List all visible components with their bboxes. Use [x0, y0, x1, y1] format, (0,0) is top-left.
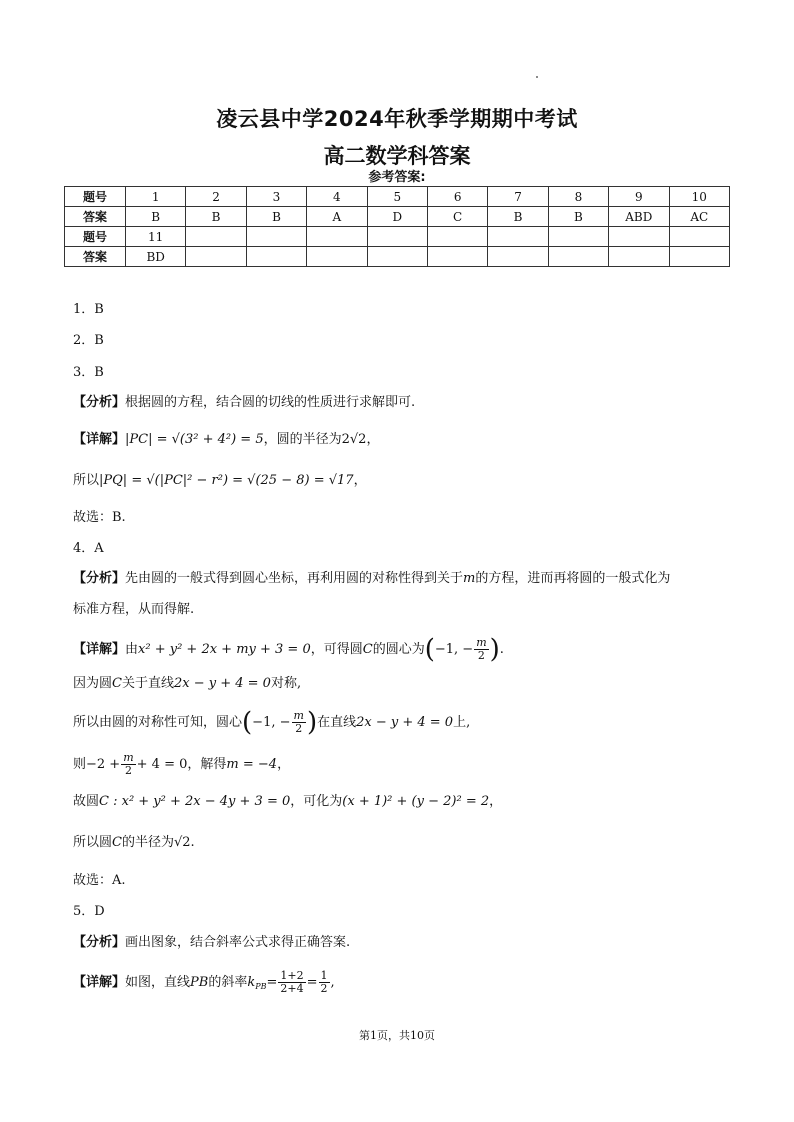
math-expression: =	[266, 975, 278, 990]
table-row	[65, 227, 730, 247]
answer-line-5: 5．D	[73, 904, 105, 919]
answer-line-4: 4．A	[73, 541, 104, 556]
math-expression: −1, −	[252, 715, 291, 730]
table-cell: 2	[186, 187, 246, 207]
table-cell: 10	[669, 187, 729, 207]
table-cell: D	[367, 207, 427, 227]
analysis-tag: 【分析】	[73, 395, 126, 410]
left-paren: (	[424, 634, 435, 665]
math-variable: PB	[190, 975, 209, 990]
analysis-text: 画出图象，结合斜率公式求得正确答案.	[125, 935, 351, 950]
detail-text: ，圆的半径为	[263, 432, 342, 447]
answer-line-1: 1．B	[73, 302, 104, 317]
detail-tag: 【详解】	[73, 642, 126, 657]
fraction	[474, 637, 488, 662]
fraction	[278, 970, 305, 995]
math-expression: −2 +	[86, 757, 121, 772]
detail-text: ，解得	[187, 757, 227, 772]
answer-line-3: 3．B	[73, 365, 104, 380]
fraction	[121, 752, 135, 777]
question-label: 题号	[65, 187, 126, 207]
detail-text: 的半径为	[121, 835, 174, 850]
detail-line	[73, 833, 195, 853]
math-expression: √2	[173, 835, 191, 850]
detail-text: ，	[489, 794, 503, 809]
right-paren: )	[489, 634, 500, 665]
left-paren: (	[242, 707, 253, 738]
exam-title: 凌云县中学2024年秋季学期期中考试	[216, 107, 578, 131]
page-footer: 第1页，共10页	[359, 1029, 435, 1042]
table-cell	[307, 227, 367, 247]
detail-line	[73, 752, 290, 777]
detail-text: 上,	[453, 715, 471, 730]
detail-line	[73, 471, 367, 491]
table-cell	[186, 247, 246, 267]
detail-line	[73, 707, 471, 738]
table-cell	[246, 247, 306, 267]
analysis-line	[73, 393, 415, 413]
table-cell: BD	[126, 247, 186, 267]
table-cell: 1	[126, 187, 186, 207]
detail-line	[73, 430, 379, 450]
math-expression: 2√2	[341, 432, 367, 447]
detail-line	[73, 970, 335, 997]
detail-text: 如图，直线	[125, 975, 191, 990]
table-cell	[548, 247, 608, 267]
math-variable: C	[112, 835, 122, 850]
right-paren: )	[306, 707, 318, 738]
table-cell	[488, 247, 548, 267]
analysis-tag: 【分析】	[73, 571, 126, 586]
table-cell: C	[427, 207, 487, 227]
analysis-text: 的方程，进而再将圆的一般式化为	[475, 571, 671, 586]
math-expression: x² + y² + 2x + my + 3 = 0	[138, 642, 311, 657]
detail-line	[73, 792, 502, 812]
analysis-line: 标准方程，从而得解.	[73, 602, 195, 617]
table-cell	[488, 227, 548, 247]
table-cell	[367, 227, 427, 247]
stray-dot	[536, 76, 538, 78]
table-cell	[609, 247, 669, 267]
detail-tag: 【详解】	[73, 975, 126, 990]
analysis-text: 先由圆的一般式得到圆心坐标，再利用圆的对称性得到关于	[125, 571, 464, 586]
math-expression: (x + 1)² + (y − 2)² = 2	[342, 794, 490, 809]
detail-text: ，	[353, 473, 367, 488]
table-cell	[609, 227, 669, 247]
detail-text: 对称,	[270, 676, 302, 691]
answer-label: 答案	[65, 207, 126, 227]
table-cell	[307, 247, 367, 267]
table-cell: 4	[307, 187, 367, 207]
math-variable: C	[362, 642, 373, 657]
math-expression: =	[306, 975, 318, 990]
table-row	[65, 207, 730, 227]
detail-text: 所以	[73, 473, 100, 488]
fraction-numerator: 1	[320, 969, 328, 982]
detail-line	[73, 634, 504, 665]
analysis-tag: 【分析】	[73, 935, 126, 950]
fraction-denominator: 2+4	[280, 982, 304, 995]
question-label: 题号	[65, 227, 126, 247]
fraction-denominator: 2	[477, 649, 485, 662]
table-cell: 3	[246, 187, 306, 207]
table-cell: 6	[427, 187, 487, 207]
table-cell: B	[246, 207, 306, 227]
fraction-numerator: m	[293, 709, 304, 722]
answer-line-2: 2．B	[73, 333, 104, 348]
fraction-numerator: 1+2	[280, 969, 304, 982]
answer-table	[64, 186, 730, 267]
table-cell: 11	[126, 227, 186, 247]
fraction-denominator: 2	[124, 764, 132, 777]
table-cell: 8	[548, 187, 608, 207]
math-expression: 2x − y + 4 = 0	[173, 676, 271, 691]
math-variable: k	[247, 975, 256, 990]
math-expression: |PQ| = √(|PC|² − r²) = √(25 − 8) = √17	[99, 473, 354, 488]
table-cell	[246, 227, 306, 247]
fraction-denominator: 2	[295, 722, 303, 735]
detail-text: 在直线	[317, 715, 357, 730]
table-cell: 7	[488, 187, 548, 207]
table-cell: ABD	[609, 207, 669, 227]
fraction	[319, 970, 330, 995]
math-variable: m	[463, 571, 476, 586]
detail-text: 所以圆	[73, 835, 113, 850]
detail-text: .	[499, 642, 504, 657]
table-cell: B	[488, 207, 548, 227]
detail-text: ,	[330, 975, 335, 990]
table-cell	[669, 247, 729, 267]
math-expression: −1, −	[434, 642, 474, 657]
table-cell	[427, 227, 487, 247]
detail-text: 所以由圆的对称性可知，圆心	[73, 715, 243, 730]
table-cell	[427, 247, 487, 267]
reference-answer-label: 参考答案:	[368, 170, 426, 185]
table-cell: AC	[669, 207, 729, 227]
detail-text: ，	[366, 432, 380, 447]
detail-text: ，可化为	[290, 794, 343, 809]
fraction-numerator: m	[123, 751, 134, 764]
table-row	[65, 247, 730, 267]
table-cell: A	[307, 207, 367, 227]
detail-text: 的圆心为	[372, 642, 425, 657]
answer-label: 答案	[65, 247, 126, 267]
detail-text: 则	[73, 757, 87, 772]
table-cell	[186, 227, 246, 247]
table-row	[65, 187, 730, 207]
detail-tag: 【详解】	[73, 432, 126, 447]
detail-text: 的斜率	[208, 975, 248, 990]
analysis-line	[73, 933, 350, 953]
table-cell	[548, 227, 608, 247]
detail-text: 关于直线	[121, 676, 174, 691]
fraction-numerator: m	[476, 636, 487, 649]
math-expression: m = −4	[226, 757, 278, 772]
fraction-denominator: 2	[320, 982, 328, 995]
table-cell: B	[186, 207, 246, 227]
detail-text: .	[190, 835, 195, 850]
analysis-line	[73, 569, 670, 589]
detail-text: 由	[125, 642, 139, 657]
detail-text: ，	[277, 757, 291, 772]
table-cell: 9	[609, 187, 669, 207]
table-cell: B	[126, 207, 186, 227]
math-expression: C : x² + y² + 2x − 4y + 3 = 0	[99, 794, 291, 809]
detail-text: ，可得圆	[310, 642, 363, 657]
math-expression: 2x − y + 4 = 0	[356, 715, 454, 730]
choice-line: 故选：B.	[73, 510, 126, 525]
math-expression: |PC| = √(3² + 4²) = 5	[125, 432, 264, 447]
analysis-text: 根据圆的方程，结合圆的切线的性质进行求解即可.	[125, 395, 416, 410]
table-cell	[367, 247, 427, 267]
math-expression: + 4 = 0	[136, 757, 188, 772]
table-cell	[669, 227, 729, 247]
detail-line	[73, 674, 301, 694]
table-cell: B	[548, 207, 608, 227]
math-subscript: PB	[255, 982, 267, 991]
math-variable: C	[112, 676, 122, 691]
exam-subtitle: 高二数学科答案	[323, 144, 471, 168]
fraction	[292, 710, 306, 735]
detail-text: 故圆	[73, 794, 100, 809]
choice-line: 故选：A.	[73, 873, 126, 888]
detail-text: 因为圆	[73, 676, 113, 691]
table-cell: 5	[367, 187, 427, 207]
